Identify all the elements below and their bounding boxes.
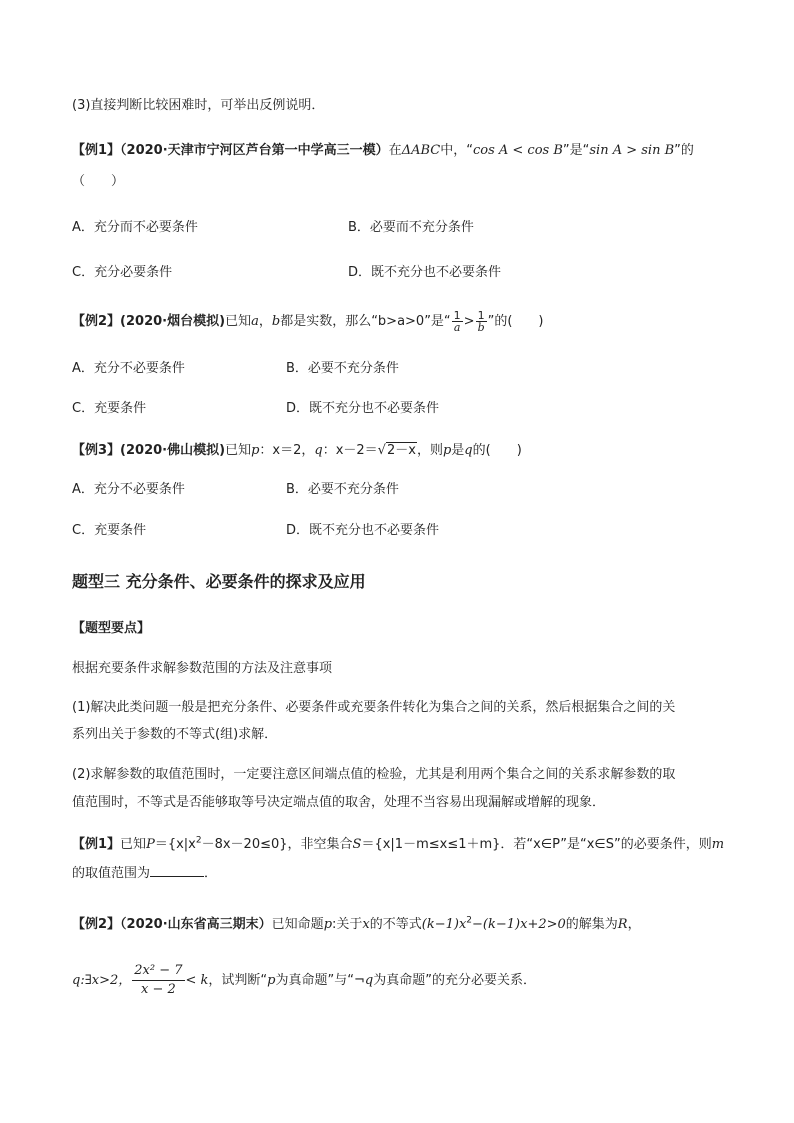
numerator: 1 — [453, 309, 461, 322]
key-points-label: 【题型要点】 — [72, 621, 151, 636]
condition-cos: cos A < cos B — [472, 143, 563, 158]
question-text: ：x＝2， — [259, 443, 315, 458]
exponent: 2 — [466, 915, 473, 926]
condition-q: :∃x>2， — [80, 973, 132, 988]
numerator: 1 — [476, 310, 487, 322]
sqrt-radicand: 2－x — [386, 443, 416, 458]
question-text: ＝{x|x — [154, 837, 196, 852]
fraction-expression — [132, 962, 184, 999]
question-text: 的取值范围为 — [72, 866, 151, 881]
question-text: －8x－20≤0}，非空集合 — [201, 837, 353, 852]
example-label: 【例2】 — [72, 917, 121, 932]
example-5-question — [72, 915, 641, 935]
option-b: B．必要不充分条件 — [286, 482, 399, 497]
question-text: 是 — [451, 443, 465, 458]
question-text: ”的( ) — [487, 314, 544, 329]
variable-m: m — [711, 837, 725, 852]
example-source: (2020·烟台模拟) — [120, 314, 226, 329]
sqrt-sign: √ — [377, 443, 386, 458]
question-text: ． — [204, 866, 218, 881]
example-source: (2020·佛山模拟) — [120, 443, 226, 458]
example-label: 【例3】 — [72, 443, 121, 458]
example-1-question — [72, 141, 694, 161]
question-text: ”的 — [674, 143, 694, 158]
variable-p: p — [323, 917, 333, 932]
question-text: 的( ) — [472, 443, 522, 458]
set-s: S — [352, 837, 362, 852]
variable-q: q — [72, 973, 81, 988]
variable-p: p — [442, 443, 452, 458]
question-text: 为真命题”的充分必要关系． — [373, 973, 536, 988]
example-4-line-2 — [72, 862, 217, 884]
option-d: D．既不充分也不必要条件 — [348, 265, 502, 280]
option-c: C．充要条件 — [72, 401, 147, 416]
example-2-question — [72, 310, 544, 333]
question-text: 已知 — [120, 837, 147, 852]
answer-paren: （ ） — [72, 174, 125, 189]
point-1-line-1: (1)解决此类问题一般是把充分条件、必要条件或充要条件转化为集合之间的关系，然后根据集合之间的关 — [72, 700, 676, 715]
greater-than: > — [463, 314, 475, 329]
example-source: （2020·山东省高三期末） — [120, 917, 272, 932]
question-text: 在 — [388, 143, 402, 158]
example-label: 【例1】 — [72, 143, 121, 158]
variable-q: q — [314, 443, 323, 458]
variable-a: a — [251, 314, 259, 329]
variable-q: q — [364, 973, 374, 988]
inequality: −(k−1)x+2>0 — [472, 917, 566, 932]
example-4-question — [72, 835, 724, 855]
question-text: ，试判断“ — [208, 973, 268, 988]
option-a: A．充分不必要条件 — [72, 482, 185, 497]
condition-sin: sin A > sin B — [589, 143, 675, 158]
question-text: ”是“ — [562, 143, 590, 158]
variable-p: p — [251, 443, 260, 458]
option-d: D．既不充分也不必要条件 — [286, 523, 440, 538]
question-text: 的解集为 — [565, 917, 618, 932]
example-5-line-2 — [72, 962, 536, 999]
section-title: 题型三 充分条件、必要条件的探求及应用 — [72, 572, 366, 591]
option-b: B．必要而不充分条件 — [348, 220, 474, 235]
point-2-line-2: 值范围时，不等式是否能够取等号决定端点值的取舍，处理不当容易出现漏解或增解的现象． — [72, 795, 606, 810]
question-text: 为真命题”与“¬ — [275, 973, 365, 988]
option-a: A．充分不必要条件 — [72, 361, 185, 376]
question-text: ，则 — [416, 443, 443, 458]
point-2-line-1: (2)求解参数的取值范围时，一定要注意区间端点值的检验，尤其是利用两个集合之间的关系求解参数的取 — [72, 767, 676, 782]
variable-b: b — [271, 314, 281, 329]
question-text: 已知 — [225, 314, 252, 329]
example-label: 【例2】 — [72, 314, 121, 329]
method-title: 根据充要条件求解参数范围的方法及注意事项 — [72, 661, 333, 676]
question-text: 已知 — [225, 443, 252, 458]
denominator: x − 2 — [141, 982, 176, 997]
example-source: （2020·天津市宁河区芦台第一中学高三一模） — [120, 143, 389, 158]
fraction-1-over-a — [452, 310, 463, 333]
answer-blank[interactable] — [150, 862, 204, 877]
set-r: R — [617, 917, 628, 932]
set-p: P — [146, 837, 155, 852]
question-text: 的不等式 — [369, 917, 422, 932]
question-text: ：x－2＝ — [322, 443, 378, 458]
option-a: A．充分而不必要条件 — [72, 220, 198, 235]
denominator: b — [477, 321, 485, 334]
question-text: :关于 — [332, 917, 363, 932]
option-d: D．既不充分也不必要条件 — [286, 401, 440, 416]
point-1-line-2: 系列出关于参数的不等式(组)求解． — [72, 727, 278, 742]
option-b: B．必要不充分条件 — [286, 361, 399, 376]
intro-item-3: (3)直接判断比较困难时，可举出反例说明． — [72, 98, 325, 113]
option-c: C．充分必要条件 — [72, 265, 173, 280]
variable-q: q — [464, 443, 473, 458]
separator: ， — [258, 314, 272, 329]
question-text: 都是实数，那么“b>a>0”是“ — [280, 314, 451, 329]
variable-p: p — [267, 973, 276, 988]
option-c: C．充要条件 — [72, 523, 147, 538]
question-text: ， — [627, 917, 641, 932]
question-text: 已知命题 — [271, 917, 324, 932]
fraction-1-over-b — [476, 310, 487, 333]
example-label: 【例1】 — [72, 837, 121, 852]
numerator: 2x² − 7 — [132, 962, 184, 981]
example-3-question — [72, 441, 522, 461]
inequality: (k−1)x — [421, 917, 467, 932]
denominator: a — [453, 321, 461, 334]
question-text: 中，“ — [440, 143, 473, 158]
variable-x: x — [362, 917, 370, 932]
question-text: ＝{x|1－m≤x≤1＋m}．若“x∈P”是“x∈S”的必要条件，则 — [361, 837, 712, 852]
triangle-label: ΔABC — [401, 143, 441, 158]
exponent: 2 — [195, 835, 202, 846]
inequality: < k — [185, 973, 209, 988]
